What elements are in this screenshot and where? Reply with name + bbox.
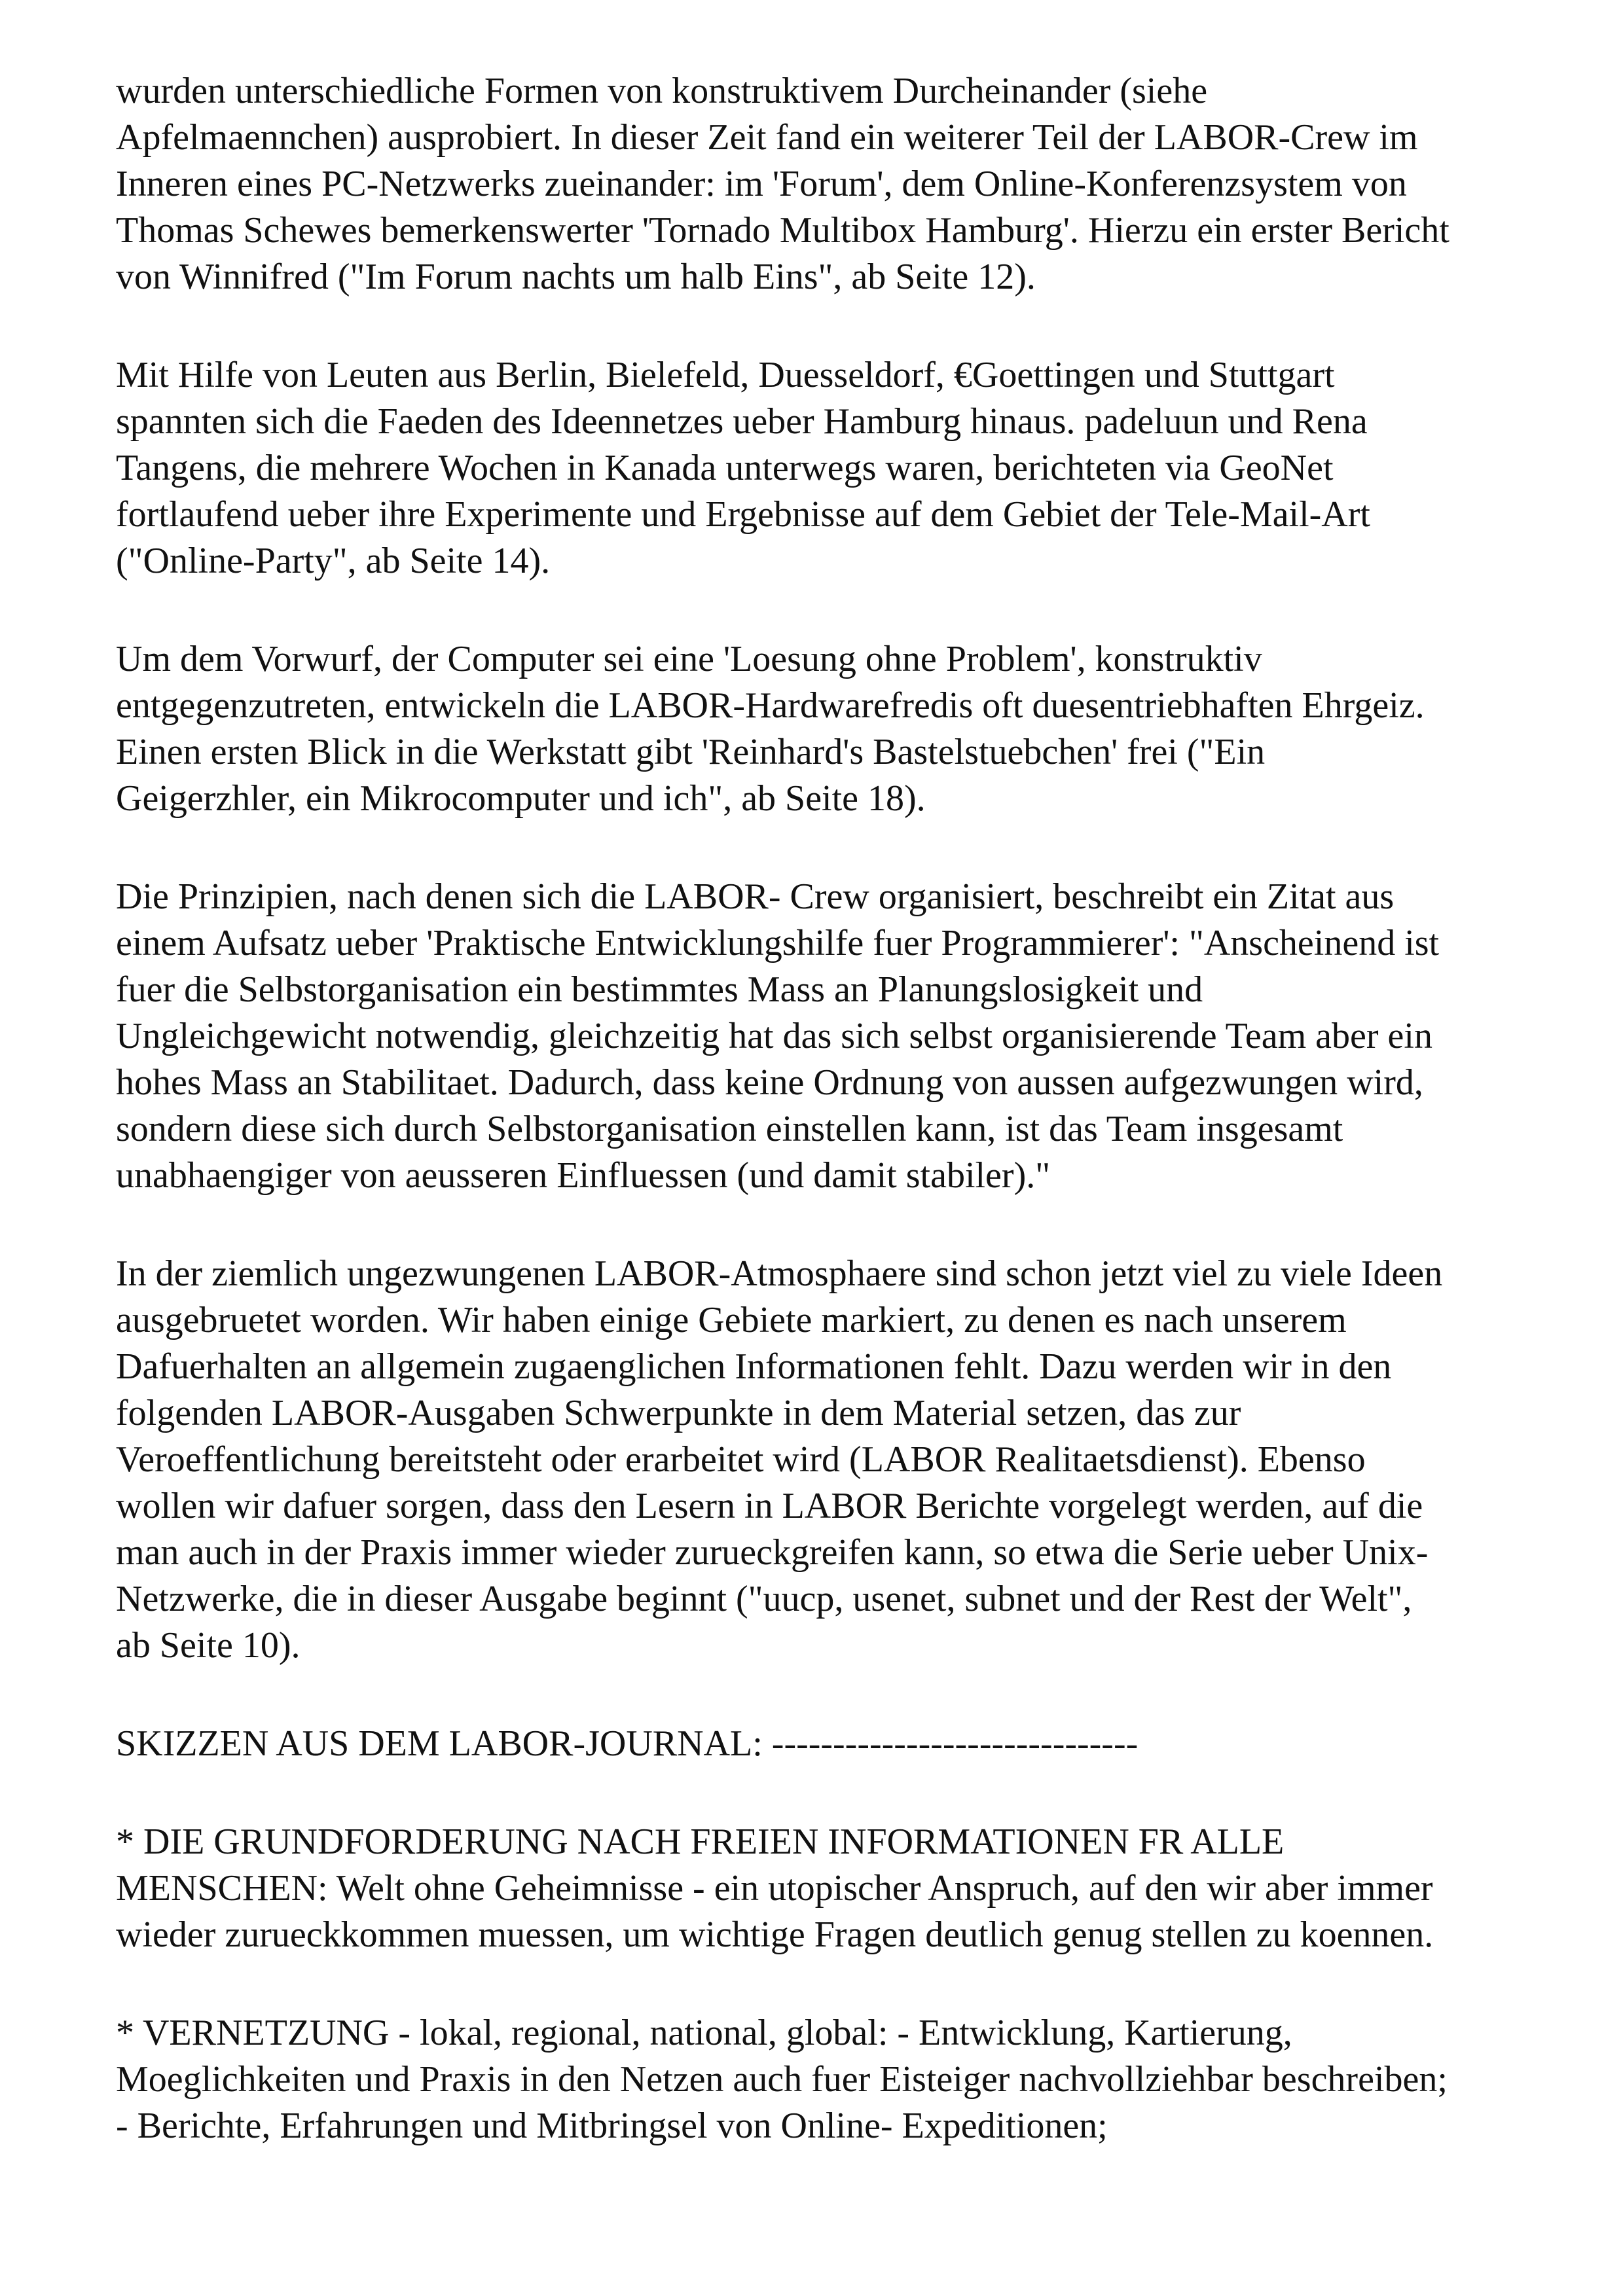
text-line: man auch in der Praxis immer wieder zurueckgreifen kann, so etwa die Serie ueber Unix- — [116, 1532, 1429, 1573]
paragraph-atmosphaere — [116, 1251, 1589, 1669]
heading-line: SKIZZEN AUS DEM LABOR-JOURNAL: ------------------------------ — [116, 1723, 1139, 1764]
text-line: * VERNETZUNG - lokal, regional, national, global: - Entwicklung, Kartierung, — [116, 2013, 1292, 2053]
text-line: einem Aufsatz ueber 'Praktische Entwicklungshilfe fuer Programmierer': "Anscheinend ist — [116, 923, 1440, 963]
text-line: sondern diese sich durch Selbstorganisation einstellen kann, ist das Team insgesamt — [116, 1109, 1343, 1149]
text-line: wieder zurueckkommen muessen, um wichtige Fragen deutlich genug stellen zu koennen. — [116, 1914, 1434, 1955]
text-line: Moeglichkeiten und Praxis in den Netzen auch fuer Eisteiger nachvollziehbar beschreiben; — [116, 2059, 1448, 2100]
list-item-vernetzung — [116, 2010, 1589, 2149]
text-line: ausgebruetet worden. Wir haben einige Gebiete markiert, zu denen es nach unserem — [116, 1300, 1347, 1340]
text-line: - Berichte, Erfahrungen und Mitbringsel von Online- Expeditionen; — [116, 2106, 1108, 2146]
text-line: Mit Hilfe von Leuten aus Berlin, Bielefeld, Duesseldorf, €Goettingen und Stuttgart — [116, 355, 1335, 395]
text-line: spannten sich die Faeden des Ideennetzes ueber Hamburg hinaus. padeluun und Rena — [116, 401, 1368, 442]
text-line: ab Seite 10). — [116, 1625, 301, 1666]
text-line: ("Online-Party", ab Seite 14). — [116, 541, 551, 581]
text-line: Veroeffentlichung bereitsteht oder erarbeitet wird (LABOR Realitaetsdienst). Ebenso — [116, 1439, 1366, 1480]
text-line: unabhaengiger von aeusseren Einfluessen (und damit stabiler)." — [116, 1155, 1051, 1196]
text-line: Um dem Vorwurf, der Computer sei eine 'Loesung ohne Problem', konstruktiv — [116, 639, 1262, 679]
text-line: folgenden LABOR-Ausgaben Schwerpunkte in dem Material setzen, das zur — [116, 1393, 1241, 1433]
text-line: Apfelmaennchen) ausprobiert. In dieser Zeit fand ein weiterer Teil der LABOR-Crew im — [116, 117, 1418, 158]
text-line: fortlaufend ueber ihre Experimente und Ergebnisse auf dem Gebiet der Tele-Mail-Art — [116, 494, 1370, 535]
text-line: Netzwerke, die in dieser Ausgabe beginnt ("uucp, usenet, subnet und der Rest der Welt", — [116, 1579, 1412, 1619]
text-line: von Winnifred ("Im Forum nachts um halb Eins", ab Seite 12). — [116, 257, 1036, 297]
paragraph-ideennetz — [116, 352, 1589, 584]
document-page — [116, 68, 1589, 2201]
text-line: Tangens, die mehrere Wochen in Kanada unterwegs waren, berichteten via GeoNet — [116, 448, 1334, 488]
text-line: Dafuerhalten an allgemein zugaenglichen Informationen fehlt. Dazu werden wir in den — [116, 1346, 1392, 1387]
paragraph-intro-forum — [116, 68, 1589, 300]
text-line: Thomas Schewes bemerkenswerter 'Tornado Multibox Hamburg'. Hierzu ein erster Bericht — [116, 210, 1450, 251]
text-line: wurden unterschiedliche Formen von konstruktivem Durcheinander (siehe — [116, 71, 1208, 111]
section-heading-skizzen — [116, 1721, 1589, 1767]
text-line: * DIE GRUNDFORDERUNG NACH FREIEN INFORMATIONEN FR ALLE — [116, 1821, 1285, 1862]
text-line: In der ziemlich ungezwungenen LABOR-Atmosphaere sind schon jetzt viel zu viele Ideen — [116, 1253, 1443, 1294]
text-line: Inneren eines PC-Netzwerks zueinander: im 'Forum', dem Online-Konferenzsystem von — [116, 164, 1407, 204]
text-line: Die Prinzipien, nach denen sich die LABOR- Crew organisiert, beschreibt ein Zitat aus — [116, 876, 1395, 917]
text-line: hohes Mass an Stabilitaet. Dadurch, dass keine Ordnung von aussen aufgezwungen wird, — [116, 1062, 1423, 1103]
text-line: entgegenzutreten, entwickeln die LABOR-Hardwarefredis oft duesentriebhaften Ehrgeiz. — [116, 685, 1425, 726]
paragraph-hardware — [116, 636, 1589, 822]
text-line: Einen ersten Blick in die Werkstatt gibt 'Reinhard's Bastelstuebchen' frei ("Ein — [116, 732, 1266, 772]
text-line: wollen wir dafuer sorgen, dass den Lesern in LABOR Berichte vorgelegt werden, auf die — [116, 1486, 1423, 1526]
text-line: fuer die Selbstorganisation ein bestimmtes Mass an Planungslosigkeit und — [116, 969, 1203, 1010]
list-item-grundforderung — [116, 1819, 1589, 1958]
paragraph-prinzipien — [116, 874, 1589, 1199]
text-line: Ungleichgewicht notwendig, gleichzeitig hat das sich selbst organisierende Team aber ein — [116, 1016, 1432, 1056]
text-line: MENSCHEN: Welt ohne Geheimnisse - ein utopischer Anspruch, auf den wir aber immer — [116, 1868, 1433, 1909]
text-line: Geigerzhler, ein Mikrocomputer und ich", ab Seite 18). — [116, 778, 926, 819]
